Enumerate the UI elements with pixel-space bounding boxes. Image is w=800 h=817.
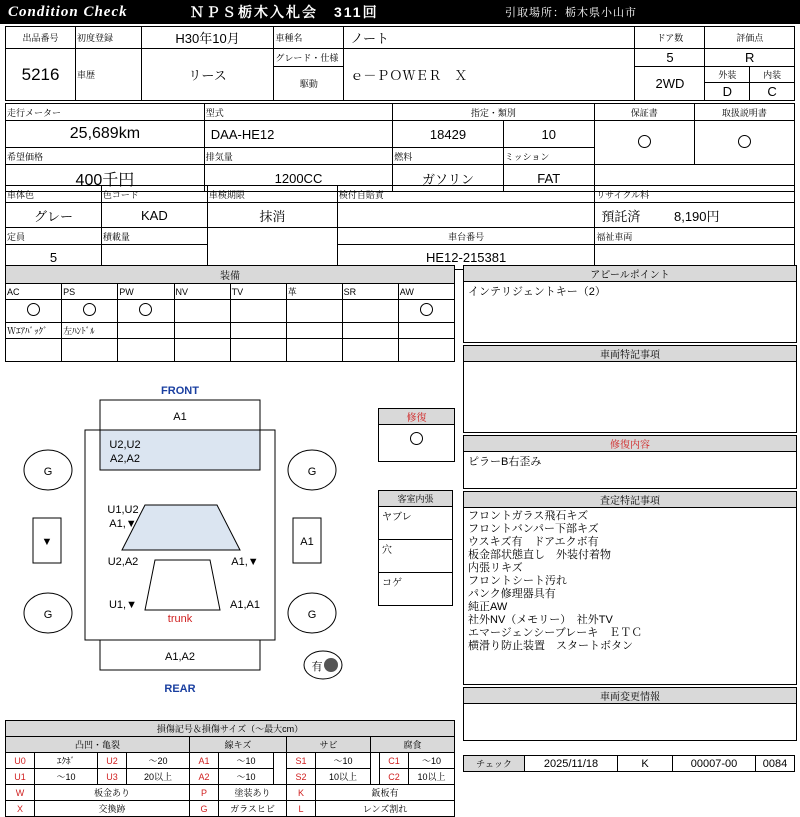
car-diagram — [5, 380, 375, 710]
legend-val: 20以上 — [127, 769, 190, 785]
recycle-amount: 8,190円 — [673, 208, 720, 224]
mark-ldf-2: A1,▼ — [109, 518, 137, 530]
mark-lr: U1,▼ — [108, 599, 138, 611]
circle-icon — [27, 303, 40, 316]
price-value: 400千円 — [6, 165, 205, 192]
equipment-mark-PS — [62, 300, 118, 323]
fuel-label: 燃料 — [393, 148, 504, 165]
manual-label: 取扱説明書 — [694, 104, 794, 121]
grade-value: ｅ－ＰＯＷＥＲ Ｘ — [344, 49, 635, 101]
wheel-rf: G — [307, 466, 317, 478]
doors-value: 5 — [635, 49, 705, 67]
text-line: 純正AW — [468, 601, 508, 613]
equipment-label-PW: PW — [118, 284, 174, 300]
equipment-mark-TV — [230, 300, 286, 323]
equipment-mark-Ｗｴｱﾊﾞｯｸﾞ — [6, 339, 62, 362]
equipment-mark-blank5 — [286, 339, 342, 362]
rear-label: REAR — [164, 683, 196, 695]
circle-icon — [139, 303, 152, 316]
jibai-value — [337, 203, 594, 228]
header-right-title: 引取場所：栃木県小山市 — [505, 7, 637, 19]
legend-val: 10以上 — [409, 769, 455, 785]
wheel-rr: G — [307, 609, 317, 621]
car-diagram-svg — [5, 380, 375, 710]
mark-rr: A1,A1 — [230, 599, 260, 611]
circle-icon — [83, 303, 96, 316]
grade-label: グレード・仕様 — [274, 49, 344, 67]
shaken-value: 抹消 — [207, 203, 337, 228]
notes-lines — [464, 362, 796, 368]
equipment-label-blank3 — [174, 323, 230, 339]
legend-val: ～10 — [316, 753, 371, 769]
legend-col1-head: 凸凹・亀裂 — [6, 737, 190, 753]
legend-col3-head: サビ — [287, 737, 371, 753]
legend-val: ～10 — [219, 753, 274, 769]
odo-value: 25,689km — [6, 121, 205, 148]
equipment-block — [5, 265, 455, 362]
rating-label: 評価点 — [705, 27, 795, 49]
circle-icon — [738, 135, 751, 148]
trunk-label: trunk — [167, 613, 193, 625]
text-line: インテリジェントキー（2） — [468, 286, 606, 298]
legend-spacer — [371, 753, 380, 769]
equipment-label-PS: PS — [62, 284, 118, 300]
mission-value: FAT — [503, 165, 594, 192]
equipment-label-blank7 — [398, 323, 454, 339]
equipment-mark-blank7 — [398, 339, 454, 362]
legend-val: 鈑板有 — [316, 785, 455, 801]
fuel-value: ガソリン — [393, 165, 504, 192]
equipment-mark-PW — [118, 300, 174, 323]
equipment-label-SR: SR — [342, 284, 398, 300]
equipment-mark-NV — [174, 300, 230, 323]
ext-value: D — [705, 83, 749, 101]
equipment-mark-革 — [286, 300, 342, 323]
spare-label: 有 — [311, 661, 323, 673]
mirror-left: ▼ — [41, 536, 53, 548]
equipment-label-左ﾊﾝﾄﾞﾙ: 左ﾊﾝﾄﾞﾙ — [62, 323, 118, 339]
equipment-label-blank5 — [286, 323, 342, 339]
int-label: 内装 — [750, 67, 794, 83]
legend-key: S2 — [287, 769, 316, 785]
model-name-label: 車種名 — [274, 27, 344, 49]
legend-key: W — [6, 785, 35, 801]
mark-lf-2: A2,A2 — [110, 453, 140, 465]
equipment-mark-blank4 — [230, 339, 286, 362]
lot-no-label: 出品番号 — [6, 27, 76, 49]
equipment-label-TV: TV — [230, 284, 286, 300]
color-value: グレー — [6, 203, 102, 228]
disp-label: 排気量 — [204, 148, 392, 165]
equipment-mark-blank2 — [118, 339, 174, 362]
equipment-mark-blank3 — [174, 339, 230, 362]
mark-roof: A1 — [173, 411, 187, 423]
chassis-label: 車台番号 — [337, 228, 594, 245]
ext-label: 外装 — [705, 67, 749, 83]
text-line: フロントガラス飛石キズ — [468, 510, 589, 522]
rating-value: R — [705, 49, 795, 67]
color-label: 車体色 — [6, 186, 102, 203]
recycle-value-group — [595, 203, 795, 228]
color-code-label: 色コード — [101, 186, 207, 203]
legend-key: A1 — [190, 753, 219, 769]
mark-ldf-1: U1,U2 — [107, 504, 139, 516]
legend-key: X — [6, 801, 35, 817]
ext-int-group — [705, 67, 795, 101]
notes-block — [463, 345, 797, 433]
first-reg-label: 初度登録 — [76, 27, 142, 49]
circle-icon — [638, 135, 651, 148]
mark-lf-1: U2,U2 — [109, 439, 141, 451]
footer-block — [463, 755, 795, 772]
welfare-label: 福祉車両 — [595, 228, 795, 245]
legend-val: ～10 — [219, 769, 274, 785]
legend-val: ～10 — [409, 753, 455, 769]
legend-block — [5, 720, 455, 817]
legend-key: K — [287, 785, 316, 801]
repair-flag-label: 修復 — [379, 409, 454, 425]
drive-value: 2WD — [635, 67, 705, 101]
notes-title: 車両特記事項 — [464, 346, 796, 362]
top-info-block — [5, 26, 795, 101]
third-blank — [207, 228, 337, 270]
text-line: 社外NV（メモリー） 社外TV — [468, 614, 613, 626]
repair-title: 修復内容 — [464, 436, 796, 452]
change-info-lines — [464, 704, 796, 710]
circle-icon — [420, 303, 433, 316]
text-line: ピラーB右歪み — [468, 456, 542, 468]
legend-key: C2 — [380, 769, 409, 785]
legend-key: U0 — [6, 753, 35, 769]
mark-rear-panel: A1,A2 — [165, 651, 195, 663]
history-value: リース — [141, 49, 274, 101]
price-label: 希望価格 — [6, 148, 205, 165]
legend-val: 交換跡 — [35, 801, 190, 817]
mission-label: ミッション — [503, 148, 594, 165]
legend-key: U3 — [98, 769, 127, 785]
legend-key: S1 — [287, 753, 316, 769]
interior-title: 客室内張 — [379, 491, 453, 507]
legend-val: ガラスヒビ — [219, 801, 287, 817]
equipment-label-Ｗｴｱﾊﾞｯｸﾞ: Ｗｴｱﾊﾞｯｸﾞ — [6, 323, 62, 339]
circle-icon — [410, 432, 423, 445]
header-left-title: Condition Check — [8, 3, 128, 20]
repair-flag-mark — [379, 425, 454, 448]
legend-key: P — [190, 785, 219, 801]
wheel-lf: G — [43, 466, 53, 478]
interior-block — [378, 490, 453, 606]
text-line: 板金部状態直し 外装付着物 — [468, 549, 611, 561]
recycle-status: 預託済 — [601, 208, 641, 224]
seats-value: 5 — [6, 245, 102, 270]
interior-row-yabure: ヤブレ — [379, 507, 453, 540]
text-line: パンク修理器具有 — [468, 588, 556, 600]
drive-label: 駆動 — [274, 67, 344, 101]
legend-spacer — [274, 769, 287, 785]
equipment-label-AW: AW — [398, 284, 454, 300]
load-label: 積載量 — [101, 228, 207, 245]
legend-title: 損傷記号＆損傷サイズ（～最大cm） — [6, 721, 455, 737]
legend-col2-head: 線キズ — [190, 737, 287, 753]
odo-label: 走行メーター — [6, 104, 205, 121]
text-line: ウスキズ有 ドアエクボ有 — [468, 536, 599, 548]
text-line: フロントシート汚れ — [468, 575, 567, 587]
second-info-block — [5, 103, 795, 192]
appeal-title: アピールポイント — [464, 266, 796, 282]
legend-val: ～10 — [35, 769, 98, 785]
third-info-block — [5, 185, 795, 270]
appeal-lines — [464, 282, 796, 302]
seats-label: 定員 — [6, 228, 102, 245]
repair-flag-block — [378, 408, 455, 462]
desig-label: 指定・類別 — [393, 104, 594, 121]
legend-key: G — [190, 801, 219, 817]
model-name-value: ノート — [344, 27, 635, 49]
legend-key: A2 — [190, 769, 219, 785]
warranty-label: 保証書 — [594, 104, 694, 121]
int-value: C — [767, 84, 777, 99]
mirror-right: A1 — [300, 536, 314, 548]
equipment-label-NV: NV — [174, 284, 230, 300]
legend-col4-head: 腐食 — [371, 737, 455, 753]
color-code-value: KAD — [101, 203, 207, 228]
legend-key: L — [287, 801, 316, 817]
change-info-block — [463, 687, 797, 741]
repair-lines — [464, 452, 796, 472]
interior-row-koge: コゲ — [379, 573, 453, 606]
wheel-lr: G — [43, 609, 53, 621]
check-code: 00007-00 — [673, 756, 756, 772]
legend-key: U2 — [98, 753, 127, 769]
disp-value: 1200CC — [204, 165, 392, 192]
legend-spacer — [371, 769, 380, 785]
desig-value-2: 10 — [503, 121, 594, 148]
equipment-label-革: 革 — [286, 284, 342, 300]
lot-no-value: 5216 — [6, 49, 76, 101]
mark-ldr: U2,A2 — [107, 556, 139, 568]
repair-block — [463, 435, 797, 489]
inspection-block — [463, 491, 797, 685]
jibai-label: 検付自賠責 — [337, 186, 594, 203]
text-line: フロントバンパー下部キズ — [468, 523, 599, 535]
equipment-label-AC: AC — [6, 284, 62, 300]
equipment-mark-AC — [6, 300, 62, 323]
mark-rm: A1,▼ — [231, 556, 259, 568]
equipment-label-blank4 — [230, 323, 286, 339]
front-label: FRONT — [161, 385, 199, 397]
legend-val: 板金あり — [35, 785, 190, 801]
legend-key: U1 — [6, 769, 35, 785]
recycle-label: リサイクル料 — [595, 186, 795, 203]
desig-value-1: 18429 — [393, 121, 504, 148]
equipment-mark-blank6 — [342, 339, 398, 362]
equipment-title: 装備 — [6, 266, 455, 284]
text-line: エマージェンシーブレーキ ＥＴＣ — [468, 627, 643, 639]
type-value: DAA-HE12 — [204, 121, 392, 148]
change-info-title: 車両変更情報 — [464, 688, 796, 704]
chassis-value: HE12-215381 — [337, 245, 594, 270]
check-label: チェック — [464, 756, 525, 772]
legend-val: レンズ割れ — [316, 801, 455, 817]
equipment-label-blank6 — [342, 323, 398, 339]
legend-key: C1 — [380, 753, 409, 769]
text-line: 横滑り防止装置 スタートボタン — [468, 640, 633, 652]
equipment-label-blank2 — [118, 323, 174, 339]
doors-label: ドア数 — [635, 27, 705, 49]
page-header — [0, 0, 800, 24]
manual-mark — [694, 121, 794, 165]
legend-val: ～20 — [127, 753, 190, 769]
equipment-mark-AW — [398, 300, 454, 323]
interior-row-ana: 穴 — [379, 540, 453, 573]
first-reg-value: H30年10月 — [141, 27, 274, 49]
equipment-mark-左ﾊﾝﾄﾞﾙ — [62, 339, 118, 362]
legend-val: ｴｸﾎﾞ — [35, 753, 98, 769]
equipment-mark-SR — [342, 300, 398, 323]
type-label: 型式 — [204, 104, 392, 121]
legend-val: 塗装あり — [219, 785, 287, 801]
check-date: 2025/11/18 — [525, 756, 618, 772]
check-num: 0084 — [756, 756, 795, 772]
text-line: 内張リキズ — [468, 562, 523, 574]
history-label: 車歴 — [76, 49, 142, 101]
check-initial: K — [618, 756, 673, 772]
inspection-title: 査定特記事項 — [464, 492, 796, 508]
inspection-lines — [464, 508, 796, 655]
appeal-block — [463, 265, 797, 343]
header-center-title: ＮＰＳ栃木入札会 311回 — [190, 4, 379, 20]
legend-val: 10以上 — [316, 769, 371, 785]
shaken-label: 車検期限 — [207, 186, 337, 203]
warranty-mark — [594, 121, 694, 165]
legend-spacer — [274, 753, 287, 769]
